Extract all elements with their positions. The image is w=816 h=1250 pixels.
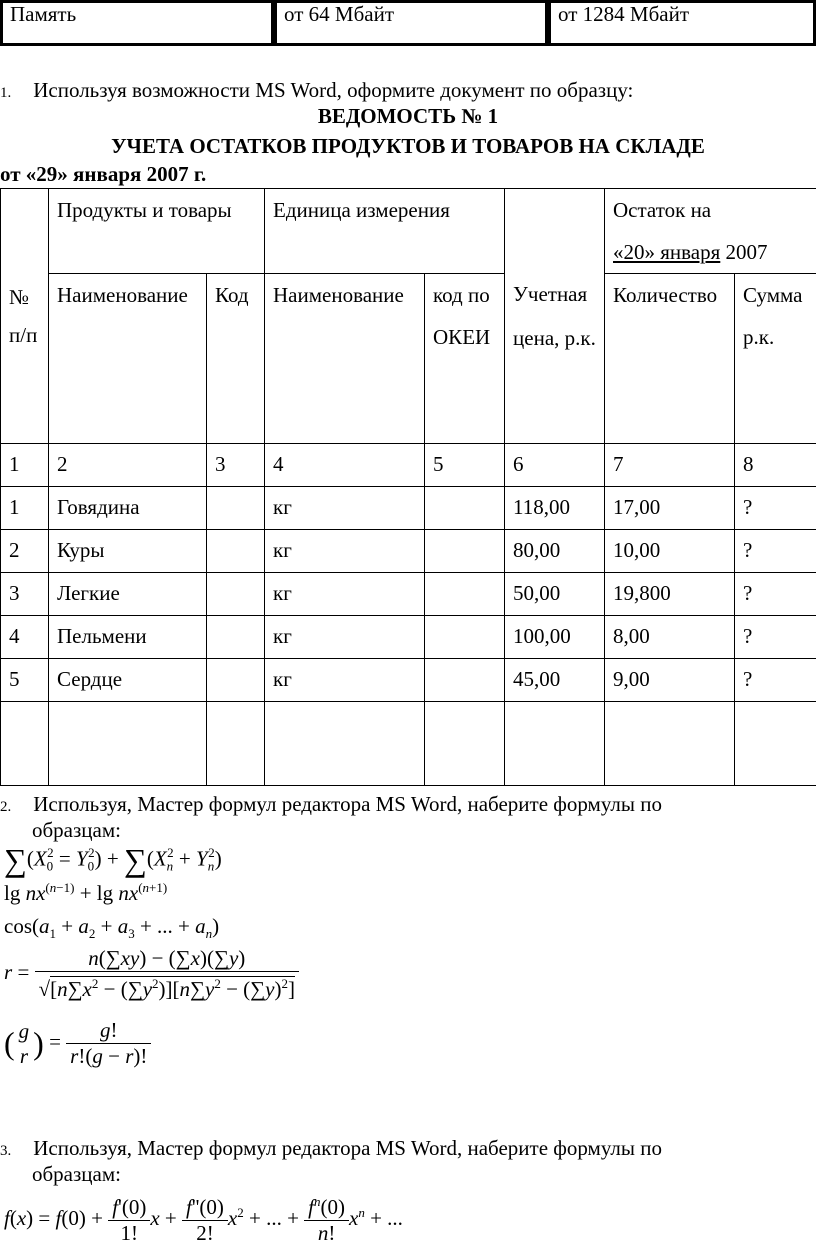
table-row	[1, 616, 816, 659]
row-qty: 9,00	[605, 659, 735, 702]
min-memory-cell: от 64 Мбайт	[274, 0, 548, 46]
row-name: Куры	[49, 530, 207, 573]
task2-text: Используя, Мастер формул редактора MS Word, наберите формулы по	[33, 792, 662, 816]
task3-line1	[0, 1136, 662, 1161]
table-row	[1, 573, 816, 616]
col-number: 2	[49, 444, 207, 487]
row-code	[207, 530, 265, 573]
task3-number: 3.	[0, 1143, 12, 1159]
header-rest-prefix: Остаток на	[613, 198, 712, 222]
row-unit: кг	[265, 659, 425, 702]
row-sum: ?	[735, 659, 816, 702]
row-price: 45,00	[505, 659, 605, 702]
row-num: 3	[1, 573, 49, 616]
formula-sum-squares: $\sum(X_0^2 = Y_0^2) + \sum(X_n^2 + Y_n^2)$	[4, 842, 222, 878]
row-qty: 8,00	[605, 616, 735, 659]
col-number: 7	[605, 444, 735, 487]
row-sum: ?	[735, 573, 816, 616]
row-num: 5	[1, 659, 49, 702]
col-number: 5	[425, 444, 505, 487]
row-name: Легкие	[49, 573, 207, 616]
row-name: Пельмени	[49, 616, 207, 659]
header-okei: код по ОКЕИ	[425, 274, 505, 444]
row-okei	[425, 530, 505, 573]
requirements-table	[0, 0, 816, 46]
formula-lg: $\lg nx^{(n-1)} + \lg nx^{(n+1)}$	[4, 880, 168, 905]
task2-line1	[0, 792, 662, 817]
row-num: 1	[1, 487, 49, 530]
formula-binomial: ( g r ) = $\frac{g!}{r!(g - r)!}$	[4, 1018, 151, 1069]
row-code	[207, 659, 265, 702]
memory-label-cell: Память	[0, 0, 274, 46]
header-rest	[605, 189, 816, 274]
row-qty: 10,00	[605, 530, 735, 573]
header-sum: Сумма р.к.	[735, 274, 816, 444]
formula-correlation: r = $\frac{n(\sum xy) - (\sum x)(\sum y)}{√[n\sum x^2 - (\sum y^2)][n\sum y^2 - (\sum y)^2]}$	[4, 946, 299, 1002]
row-unit: кг	[265, 530, 425, 573]
row-sum: ?	[735, 530, 816, 573]
row-price: 80,00	[505, 530, 605, 573]
row-code	[207, 573, 265, 616]
col-number: 3	[207, 444, 265, 487]
row-price: 100,00	[505, 616, 605, 659]
task2-line2: образцам:	[32, 818, 121, 842]
task1-text: Используя возможности MS Word, оформите документ по образцу:	[33, 78, 634, 102]
header-name1: Наименование	[49, 274, 207, 444]
header-code: Код	[207, 274, 265, 444]
row-num: 2	[1, 530, 49, 573]
row-unit: кг	[265, 616, 425, 659]
row-okei	[425, 616, 505, 659]
table-row	[1, 659, 816, 702]
header-num: № п/п	[1, 189, 49, 444]
formula-taylor: f(x) = f(0) + $\frac{f'(0)}{1!}$ x + $\frac{f''(0)}{2!}$ $x^2$ + ... + $\frac{f^n(0)}{n!}$ $x^n$ + ...	[4, 1194, 403, 1245]
row-num: 4	[1, 616, 49, 659]
col-number: 1	[1, 444, 49, 487]
row-sum: ?	[735, 616, 816, 659]
header-rest-year: 2007	[725, 240, 768, 264]
row-code	[207, 487, 265, 530]
row-price: 118,00	[505, 487, 605, 530]
task3-line2: образцам:	[32, 1162, 121, 1186]
vedomost-title: ВЕДОМОСТЬ № 1	[317, 104, 499, 128]
header-rest-date: «20» января	[613, 240, 721, 264]
col-number: 8	[735, 444, 816, 487]
task1-number: 1.	[0, 85, 12, 101]
task2-number: 2.	[0, 799, 12, 815]
task3-text: Используя, Мастер формул редактора MS Word, наберите формулы по	[33, 1136, 662, 1160]
col-number: 4	[265, 444, 425, 487]
empty-row	[1, 702, 816, 786]
row-name: Сердце	[49, 659, 207, 702]
header-qty: Количество	[605, 274, 735, 444]
task1-line	[0, 78, 633, 103]
row-name: Говядина	[49, 487, 207, 530]
header-products: Продукты и товары	[49, 189, 265, 274]
rec-memory-cell: от 1284 Мбайт	[548, 0, 816, 46]
row-code	[207, 616, 265, 659]
header-name2: Наименование	[265, 274, 425, 444]
row-okei	[425, 573, 505, 616]
vedomost-table	[0, 188, 816, 786]
header-price: Учетная цена, р.к.	[505, 189, 605, 444]
vedomost-date: от «29» января 2007 г.	[0, 162, 207, 186]
row-sum: ?	[735, 487, 816, 530]
row-okei	[425, 487, 505, 530]
row-unit: кг	[265, 487, 425, 530]
header-unit: Единица измерения	[265, 189, 505, 274]
col-number-row	[1, 444, 816, 487]
table-row	[1, 530, 816, 573]
row-unit: кг	[265, 573, 425, 616]
row-okei	[425, 659, 505, 702]
row-price: 50,00	[505, 573, 605, 616]
row-qty: 17,00	[605, 487, 735, 530]
col-number: 6	[505, 444, 605, 487]
vedomost-subtitle: УЧЕТА ОСТАТКОВ ПРОДУКТОВ И ТОВАРОВ НА СКЛАДЕ	[111, 134, 705, 158]
row-qty: 19,800	[605, 573, 735, 616]
table-row	[1, 487, 816, 530]
formula-cos: $\cos(a_1 + a_2 + a_3$ + ... + $a_n$)	[4, 914, 220, 942]
